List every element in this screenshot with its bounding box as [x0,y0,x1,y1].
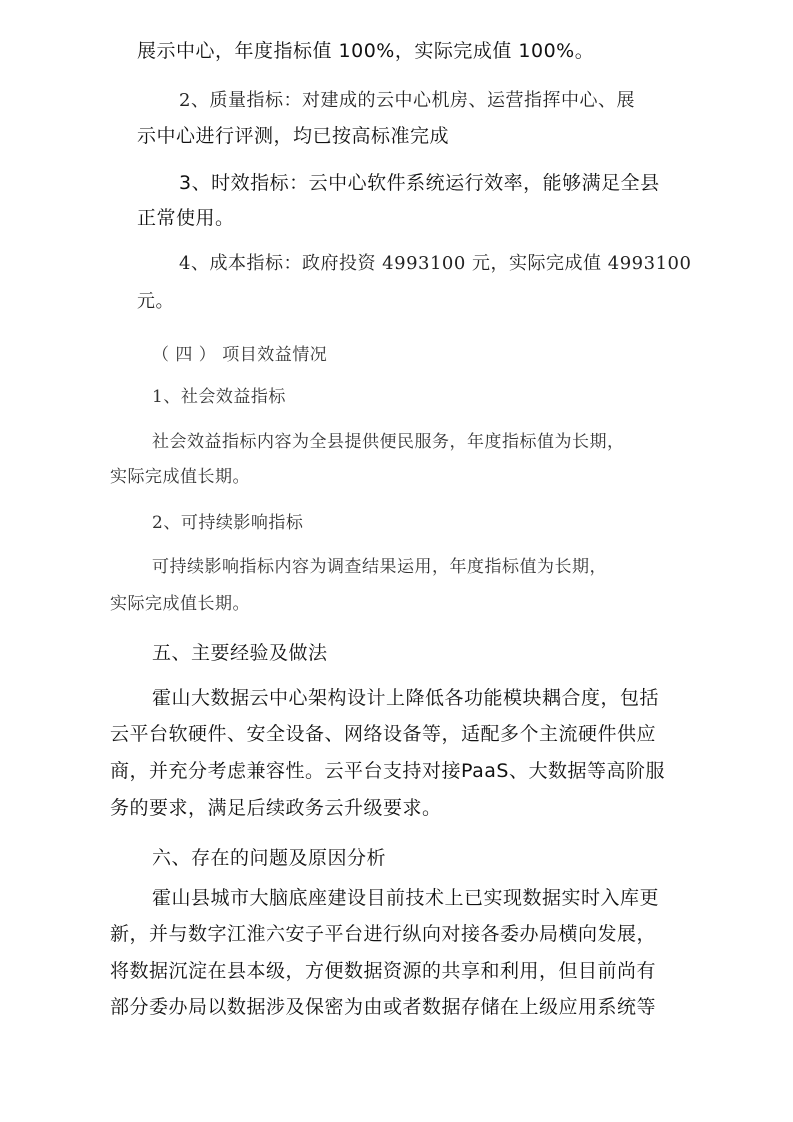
text-line: 展示中心，年度指标值 100%，实际完成值 100%。 [137,40,595,62]
text-line: 商，并充分考虑兼容性。云平台支持对接PaaS、大数据等高阶服 [110,760,665,782]
text-line: 2、质量指标：对建成的云中心机房、运营指挥中心、展 [179,90,635,111]
text-line: 可持续影响指标内容为调查结果运用，年度指标值为长期， [152,557,607,577]
text-line: 务的要求，满足后续政务云升级要求。 [110,797,442,819]
text-line: 实际完成值长期。 [110,467,250,487]
text-line: 新，并与数字江淮六安子平台进行纵向对接各委办局横向发展， [110,923,657,945]
text-line: 实际完成值长期。 [110,594,250,614]
subsection-heading: 1、社会效益指标 [152,387,286,407]
text-line: 社会效益指标内容为全县提供便民服务，年度指标值为长期， [152,432,625,452]
section-heading: 五、主要经验及做法 [152,642,328,664]
text-line: 元。 [137,291,174,312]
section-heading: （ 四 ） 项目效益情况 [152,345,328,365]
text-line: 示中心进行评测，均已按高标准完成 [137,125,450,147]
text-line: 霍山县城市大脑底座建设目前技术上已实现数据实时入库更 [152,887,660,909]
text-line: 4、成本指标：政府投资 4993100 元，实际完成值 4993100 [179,253,692,274]
text-line: 云平台软硬件、安全设备、网络设备等，适配多个主流硬件供应 [110,723,657,745]
section-heading: 六、存在的问题及原因分析 [152,847,387,869]
text-line: 正常使用。 [137,207,235,229]
text-line: 部分委办局以数据涉及保密为由或者数据存储在上级应用系统等 [110,996,657,1018]
text-line: 3、时效指标：云中心软件系统运行效率，能够满足全县 [179,172,660,194]
text-line: 霍山大数据云中心架构设计上降低各功能模块耦合度，包括 [152,687,660,709]
subsection-heading: 2、可持续影响指标 [152,513,304,533]
text-line: 将数据沉淀在县本级，方便数据资源的共享和利用，但目前尚有 [110,960,657,982]
